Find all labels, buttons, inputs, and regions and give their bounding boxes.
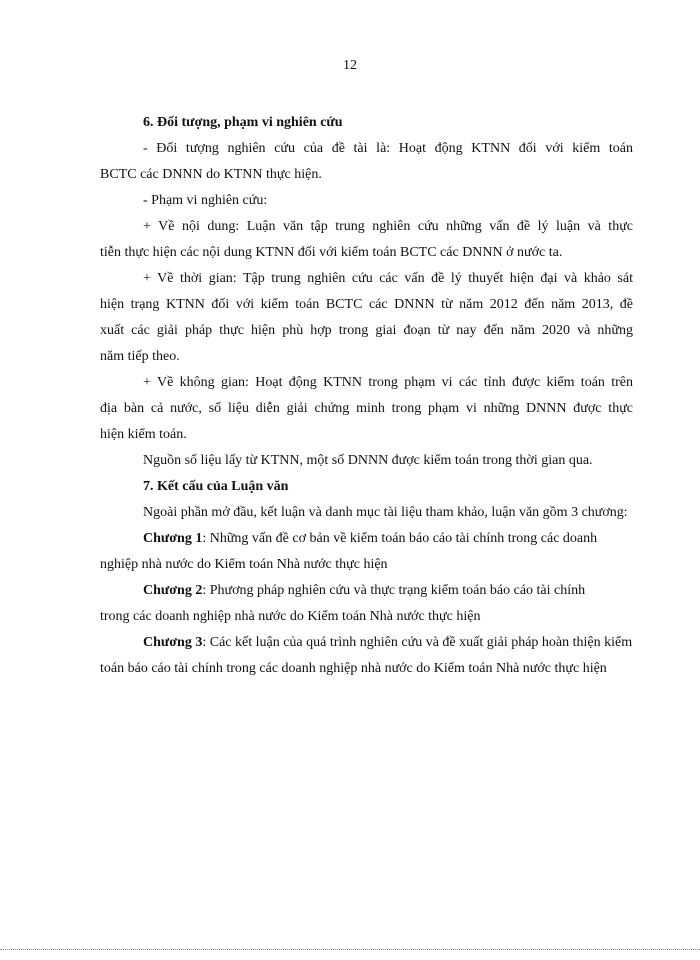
paragraph-line: Nguồn số liệu lấy từ KTNN, một số DNNN được kiểm toán trong thời gian qua. bbox=[143, 453, 593, 468]
chapter-1-text: : Những vấn đề cơ bản về kiểm toán báo cáo tài chính trong các doanh bbox=[202, 531, 598, 546]
paragraph-line: BCTC các DNNN do KTNN thực hiện. bbox=[100, 167, 322, 182]
chapter-3-label: Chương 3 bbox=[143, 635, 203, 650]
paragraph-line: trong các doanh nghiệp nhà nước do Kiểm toán Nhà nước thực hiện bbox=[100, 609, 481, 624]
paragraph-line: - Phạm vi nghiên cứu: bbox=[143, 193, 268, 208]
paragraph-line: hiện trạng KTNN đối với kiểm toán BCTC các DNNN từ năm 2012 đến năm 2013, đề bbox=[100, 297, 633, 312]
chapter-1-label: Chương 1 bbox=[143, 531, 203, 546]
paragraph-line: Ngoài phần mở đầu, kết luận và danh mục tài liệu tham khảo, luận văn gồm 3 chương: bbox=[143, 505, 628, 520]
paragraph-line: địa bàn cả nước, số liệu diễn giải chứng minh trong phạm vi những DNNN được thực bbox=[100, 401, 633, 416]
section7-heading: 7. Kết cấu của Luận văn bbox=[143, 479, 289, 494]
chapter-2-line bbox=[100, 578, 633, 604]
paragraph-line: hiện kiểm toán. bbox=[100, 427, 187, 442]
paragraph-line: nghiệp nhà nước do Kiểm toán Nhà nước thực hiện bbox=[100, 557, 388, 572]
section6-heading: 6. Đối tượng, phạm vi nghiên cứu bbox=[143, 115, 343, 130]
paragraph-line: - Đối tượng nghiên cứu của đề tài là: Hoạt động KTNN đối với kiểm toán bbox=[143, 141, 633, 156]
chapter-2-label: Chương 2 bbox=[143, 583, 203, 598]
paragraph-line: năm tiếp theo. bbox=[100, 349, 180, 364]
chapter-2-text: : Phương pháp nghiên cứu và thực trạng kiểm toán báo cáo tài chính bbox=[202, 583, 586, 598]
paragraph-line: xuất các giải pháp thực hiện phù hợp trong giai đoạn từ nay đến năm 2020 và những bbox=[100, 323, 633, 338]
chapter-3-text: : Các kết luận của quá trình nghiên cứu và đề xuất giải pháp hoàn thiện kiểm bbox=[202, 635, 633, 650]
chapter-3-line bbox=[100, 630, 633, 656]
paragraph-line: tiễn thực hiện các nội dung KTNN đối với kiểm toán BCTC các DNNN ở nước ta. bbox=[100, 245, 563, 260]
paragraph-line: toán báo cáo tài chính trong các doanh nghiệp nhà nước do Kiểm toán Nhà nước thực hiện bbox=[100, 661, 607, 676]
page-number: 12 bbox=[343, 58, 357, 73]
paragraph-line: + Về không gian: Hoạt động KTNN trong phạm vi các tỉnh được kiểm toán trên bbox=[143, 375, 633, 390]
page-bottom-border bbox=[0, 949, 700, 950]
document-body bbox=[100, 110, 633, 682]
chapter-1-line bbox=[100, 526, 633, 552]
paragraph-line: + Về nội dung: Luận văn tập trung nghiên cứu những vấn đề lý luận và thực bbox=[143, 219, 633, 234]
paragraph-line: + Về thời gian: Tập trung nghiên cứu các vấn đề lý thuyết hiện đại và khảo sát bbox=[143, 271, 633, 286]
